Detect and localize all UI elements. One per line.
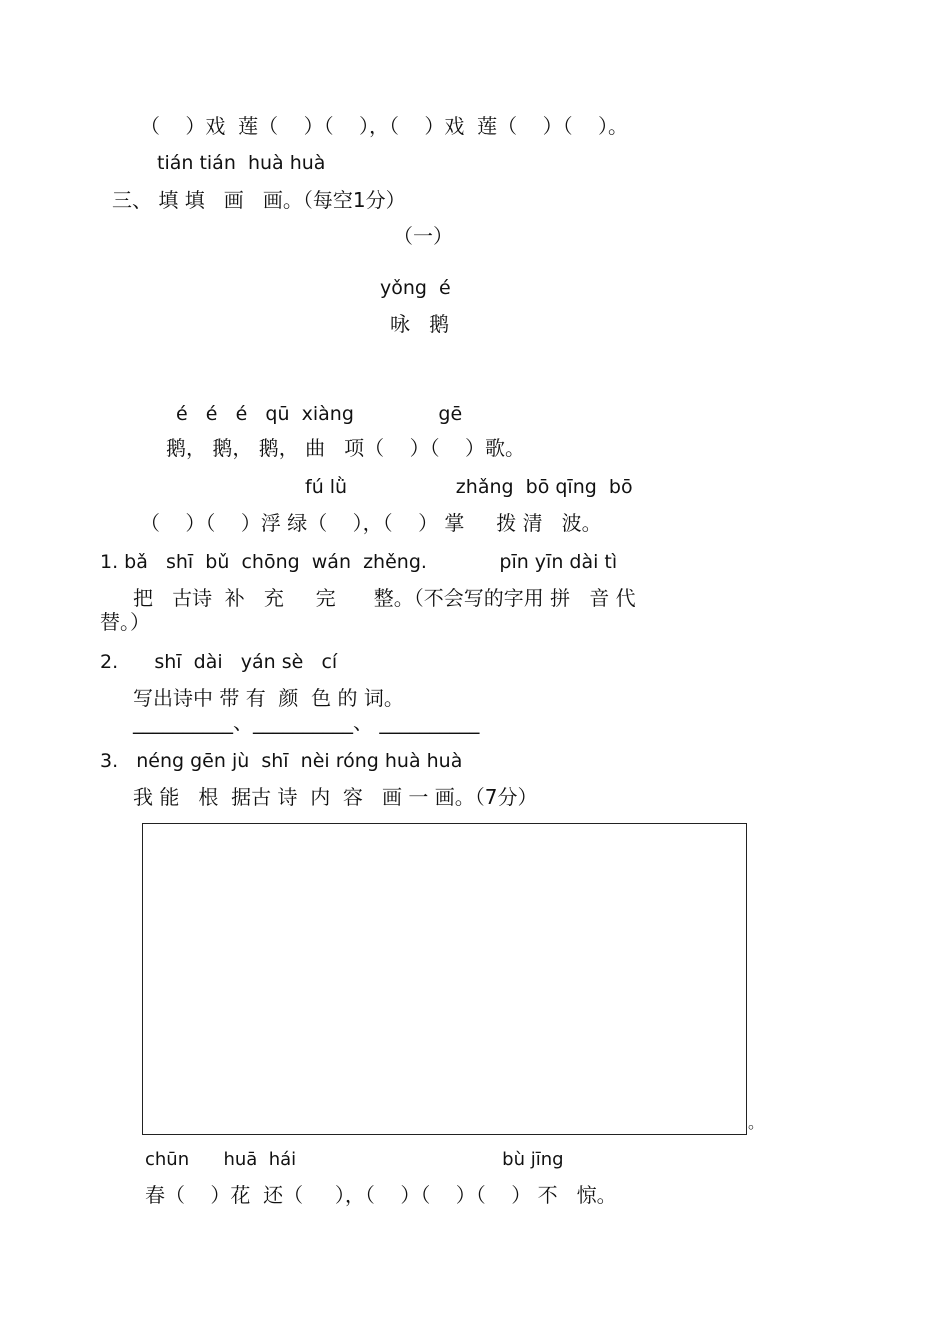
poem1-line-end: （ ）戏 莲（ ）（ ），（ ）戏 莲（ ）（ ）。 [140,114,629,138]
poem-line3: 春（ ）花 还（ ），（ ）（ ）（ ） 不 惊。 [145,1183,617,1207]
section-three-heading: 三、 填 填 画 画。（每空1分） [112,188,406,212]
poem-line1: 鹅， 鹅， 鹅， 曲 项（ ）（ ）歌。 [166,436,526,460]
drawing-box[interactable] [142,823,747,1135]
subsection-one: （一） [393,224,453,248]
q3-pinyin: 3. néng gēn jù shī nèi róng huà huà [100,750,463,772]
poem-title-pinyin: yǒng é [380,277,451,299]
q1-pinyin: 1. bǎ shī bǔ chōng wán zhěng. pīn yīn dài tì [100,551,618,573]
q3-text: 我 能 根 据古 诗 内 容 画 一 画。（7分） [133,785,538,809]
q2-text: 写出诗中 带 有 颜 色 的 词。 [133,686,404,710]
pinyin-title: tián tián huà huà [157,152,326,174]
poem-line3-pinyin: chūn huā hái bù jīng [145,1149,564,1170]
poem-line2-pinyin: fú lǜ zhǎng bō qīng bō [305,476,633,498]
q1-text: 把 古诗 补 充 完 整。（不会写的字用 拼 音 代 [133,586,636,610]
q2-pinyin: 2. shī dài yán sè cí [100,651,338,673]
poem-title: 咏 鹅 [390,312,450,336]
q2-answer-blanks[interactable]: __________、__________、 __________ [133,710,480,734]
box-period: 。 [748,1113,765,1132]
q1-text-cont: 替。） [100,610,150,634]
poem-line2: （ ）（ ）浮 绿（ ），（ ） 掌 拨 清 波。 [140,511,602,535]
poem-line1-pinyin: é é é qū xiàng gē [176,403,463,425]
